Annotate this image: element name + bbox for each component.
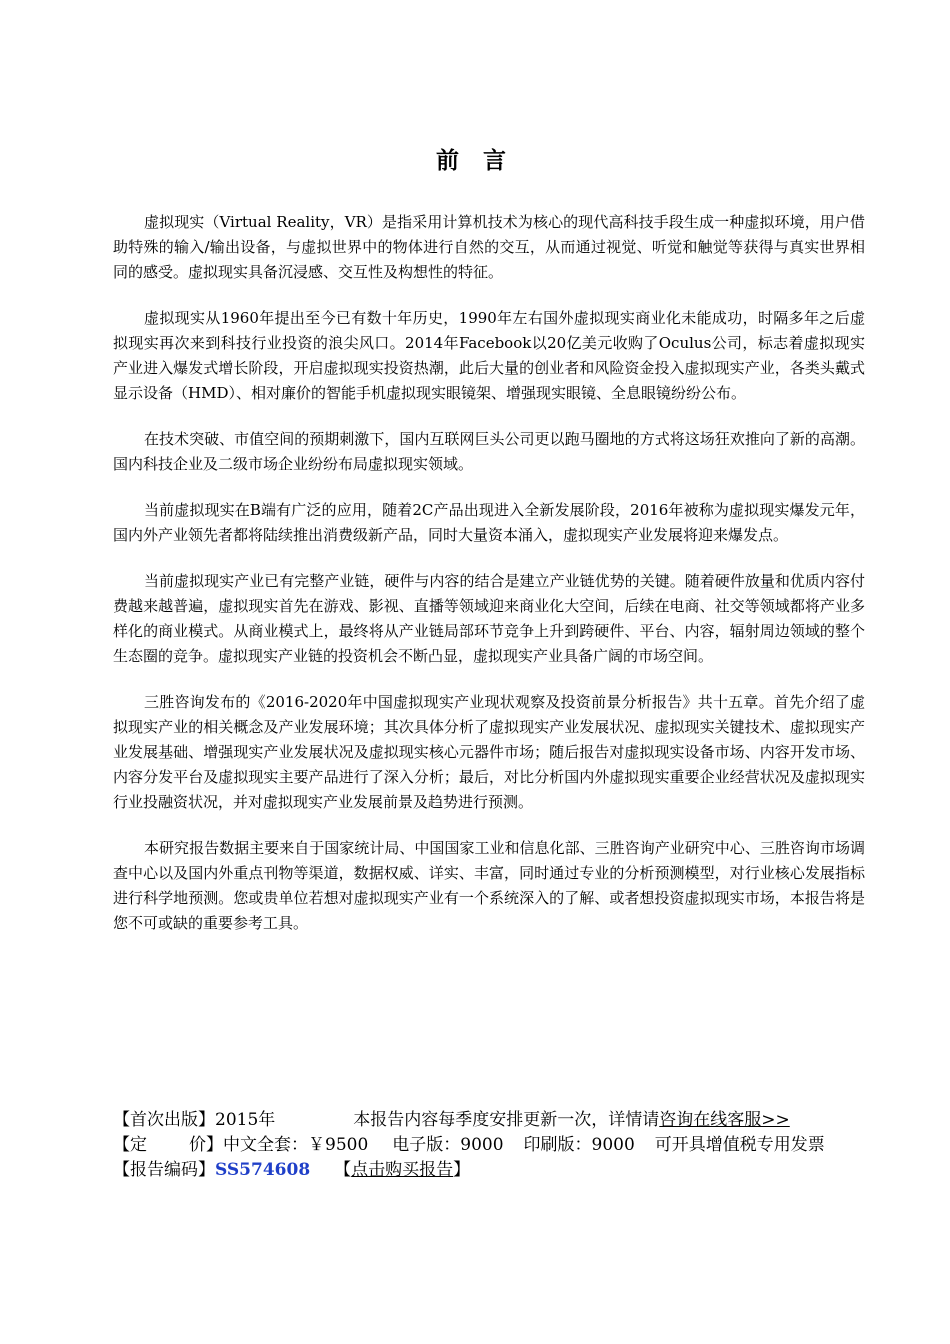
price-electronic: 电子版：9000 bbox=[392, 1135, 504, 1155]
report-info bbox=[113, 1108, 853, 1183]
buy-bracket-close: 】 bbox=[453, 1160, 471, 1180]
consult-online-link[interactable]: 咨询在线客服>> bbox=[659, 1110, 790, 1130]
update-note: 本报告内容每季度安排更新一次，详情请 bbox=[353, 1110, 660, 1130]
code-line bbox=[113, 1158, 853, 1183]
paragraph-1: 虚拟现实（Virtual Reality，VR）是指采用计算机技术为核心的现代高科技手段生成一种虚拟环境，用户借助特殊的输入/输出设备，与虚拟世界中的物体进行自然的交互，从而通过视觉、听觉和触觉等获得与真实世界相同的感受。虚拟现实具备沉浸感、交互性及构想性的特征。 bbox=[113, 213, 865, 281]
buy-report-link[interactable]: 点击购买报告 bbox=[351, 1160, 454, 1180]
paragraph-5: 当前虚拟现实产业已有完整产业链，硬件与内容的结合是建立产业链优势的关键。随着硬件放量和优质内容付费越来越普遍，虚拟现实首先在游戏、影视、直播等领域迎来商业化大空间，后续在电商、社交等领域都将产业多样化的商业模式。从商业模式上，最终将从产业链局部环节竞争上升到跨硬件、平台、内容，辐射周边领域的整个生态圈的竞争。虚拟现实产业链的投资机会不断凸显，虚拟现实产业具备广阔的市场空间。 bbox=[113, 572, 865, 665]
report-code-label: 【报告编码】 bbox=[113, 1160, 215, 1180]
edition-line bbox=[113, 1108, 853, 1133]
paragraph-6: 三胜咨询发布的《2016-2020年中国虚拟现实产业现状观察及投资前景分析报告》共十五章。首先介绍了虚拟现实产业的相关概念及产业发展环境；其次具体分析了虚拟现实产业发展状况、虚拟现实关键技术、虚拟现实产业发展基础、增强现实产业发展状况及虚拟现实核心元器件市场；随后报告对虚拟现实设备市场、内容开发市场、内容分发平台及虚拟现实主要产品进行了深入分析；最后，对比分析国内外虚拟现实重要企业经营状况及虚拟现实行业投融资状况，并对虚拟现实产业发展前景及趋势进行预测。 bbox=[113, 693, 865, 811]
paragraph-4: 当前虚拟现实在B端有广泛的应用，随着2C产品出现进入全新发展阶段，2016年被称为虚拟现实爆发元年，国内外产业领先者都将陆续推出消费级新产品，同时大量资本涌入，虚拟现实产业发展将迎来爆发点。 bbox=[113, 501, 865, 544]
report-code-value: SS574608 bbox=[215, 1160, 311, 1180]
paragraph-2: 虚拟现实从1960年提出至今已有数十年历史，1990年左右国外虚拟现实商业化未能成功，时隔多年之后虚拟现实再次来到科技行业投资的浪尖风口。2014年Facebook以20亿美元收购了Oculus公司，标志着虚拟现实产业进入爆发式增长阶段，开启虚拟现实投资热潮，此后大量的创业者和风险资金投入虚拟现实产业，各类头戴式显示设备（HMD）、相对廉价的智能手机虚拟现实眼镜架、增强现实眼镜、全息眼镜纷纷公布。 bbox=[113, 309, 865, 402]
buy-bracket-open: 【 bbox=[334, 1160, 352, 1180]
paragraph-7: 本研究报告数据主要来自于国家统计局、中国国家工业和信息化部、三胜咨询产业研究中心、三胜咨询市场调查中心以及国内外重点刊物等渠道，数据权威、详实、丰富，同时通过专业的分析预测模型，对行业核心发展指标进行科学地预测。您或贵单位若想对虚拟现实产业有一个系统深入的了解、或者想投资虚拟现实市场，本报告将是您不可或缺的重要参考工具。 bbox=[113, 839, 865, 932]
preface-body bbox=[113, 210, 865, 957]
price-line bbox=[113, 1133, 853, 1158]
first-edition-label: 【首次出版】 bbox=[113, 1110, 215, 1130]
page-title: 前 言 bbox=[435, 147, 514, 174]
price-label bbox=[113, 1135, 223, 1155]
price-print: 印刷版：9000 bbox=[523, 1135, 635, 1155]
first-edition-value: 2015年 bbox=[215, 1110, 276, 1130]
price-full: 中文全套：￥9500 bbox=[223, 1135, 369, 1155]
invoice-note: 可开具增值税专用发票 bbox=[654, 1135, 825, 1155]
price-label-open: 【定 bbox=[113, 1135, 147, 1155]
paragraph-3: 在技术突破、市值空间的预期刺激下，国内互联网巨头公司更以跑马圈地的方式将这场狂欢推向了新的高潮。国内科技企业及二级市场企业纷纷布局虚拟现实领域。 bbox=[113, 430, 865, 473]
price-label-close: 价】 bbox=[189, 1135, 223, 1155]
